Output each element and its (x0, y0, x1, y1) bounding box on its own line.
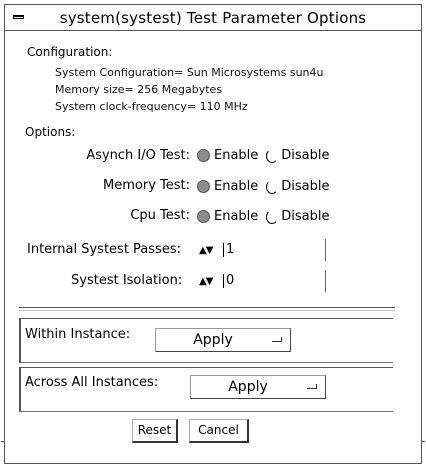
within-instance-label: Within Instance: (25, 327, 131, 342)
systest-passes-field-end (325, 239, 326, 261)
cancel-button[interactable]: Cancel (189, 419, 249, 443)
dialog-window (4, 4, 422, 464)
cpu-disable-radio[interactable] (266, 210, 278, 224)
config-clock-line: System clock-frequency= 110 MHz (55, 100, 248, 113)
systest-isolation-field-end (325, 270, 326, 292)
systest-passes-caret (223, 243, 224, 257)
within-instance-menu-button[interactable] (155, 328, 291, 352)
systest-isolation-label: Systest Isolation: (71, 273, 183, 288)
cpu-radio-group (197, 209, 330, 224)
across-instances-menu-value: Apply (228, 379, 268, 395)
asynch-io-enable-label[interactable]: Enable (214, 148, 259, 163)
across-instances-label: Across All Instances: (25, 375, 159, 390)
separator-line-shadow (19, 310, 395, 311)
config-system-line: System Configuration= Sun Microsystems sun4u (55, 66, 324, 79)
options-heading: Options: (25, 125, 76, 139)
asynch-io-disable-label[interactable]: Disable (281, 148, 330, 163)
systest-isolation-caret (223, 274, 224, 288)
systest-isolation-input[interactable]: 0 (226, 273, 235, 288)
within-instance-menu-value: Apply (193, 332, 233, 348)
systest-passes-stepper-icon[interactable]: ▲▼ (199, 245, 213, 256)
memory-disable-radio[interactable] (266, 180, 278, 194)
cpu-disable-label[interactable]: Disable (281, 209, 330, 224)
asynch-io-test-label: Asynch I/O Test: (86, 148, 190, 163)
cpu-test-label: Cpu Test: (130, 208, 190, 223)
reset-button[interactable]: Reset (132, 419, 178, 443)
memory-enable-radio[interactable] (197, 180, 210, 193)
memory-enable-label[interactable]: Enable (214, 179, 259, 194)
memory-disable-label[interactable]: Disable (281, 179, 330, 194)
across-instances-menu-button[interactable] (190, 375, 326, 399)
window-title: system(systest) Test Parameter Options (59, 9, 367, 27)
systest-passes-label: Internal Systest Passes: (27, 242, 181, 257)
title-bar[interactable] (5, 5, 421, 31)
cpu-enable-label[interactable]: Enable (214, 209, 259, 224)
systest-passes-input[interactable]: 1 (226, 242, 235, 257)
separator-line (19, 307, 395, 308)
memory-radio-group (197, 179, 330, 194)
resize-corner-right[interactable] (421, 441, 425, 442)
systest-isolation-stepper-icon[interactable]: ▲▼ (199, 276, 213, 287)
memory-test-label: Memory Test: (103, 178, 190, 193)
config-memory-line: Memory size= 256 Megabytes (55, 83, 223, 96)
asynch-io-disable-radio[interactable] (266, 149, 278, 163)
menu-mark-icon (272, 341, 282, 342)
menu-mark-icon (307, 388, 317, 389)
asynch-io-radio-group (197, 148, 330, 163)
asynch-io-enable-radio[interactable] (197, 149, 210, 162)
configuration-heading: Configuration: (27, 45, 113, 59)
cpu-enable-radio[interactable] (197, 210, 210, 223)
resize-corner-left[interactable] (1, 441, 5, 442)
